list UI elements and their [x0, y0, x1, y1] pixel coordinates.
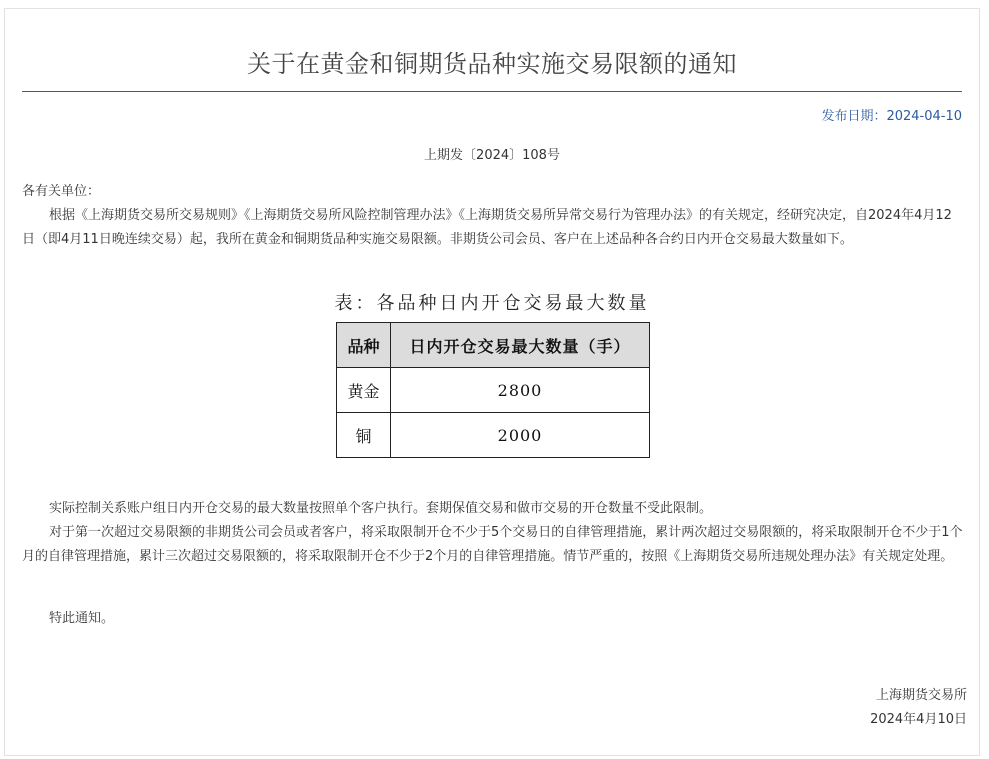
paragraph-regulation-basis: 根据《上海期货交易所交易规则》《上海期货交易所风险控制管理办法》《上海期货交易所异常交易行为管理办法》的有关规定，经研究决定，自2024年4月12日（即4月11日晚连续交易）起，我所在黄金和铜期货品种实施交易限额。非期货公司会员、客户在上述品种各合约日内开仓交易最大数量如下。	[22, 208, 952, 247]
paragraph-account-group: 实际控制关系账户组日内开仓交易的最大数量按照单个客户执行。套期保值交易和做市交易的开仓数量不受此限制。	[49, 501, 713, 516]
header-variety: 品种	[337, 323, 391, 368]
table-row	[337, 413, 650, 458]
variety-cell: 黄金	[337, 368, 391, 413]
salutation: 各有关单位：	[22, 184, 101, 199]
issuer-name: 上海期货交易所	[875, 688, 967, 703]
table-caption: 表：各品种日内开仓交易最大数量	[334, 293, 650, 314]
closing-statement: 特此通知。	[49, 611, 115, 626]
page-title: 关于在黄金和铜期货品种实施交易限额的通知	[247, 50, 737, 78]
table-row	[337, 368, 650, 413]
signature-date: 2024年4月10日	[870, 712, 967, 727]
table-header-row	[337, 323, 650, 368]
quantity-cell: 2800	[391, 368, 650, 413]
quantity-cell: 2000	[391, 413, 650, 458]
paragraph-penalties: 对于第一次超过交易限额的非期货公司会员或者客户，将采取限制开仓不少于5个交易日的自律管理措施，累计两次超过交易限额的，将采取限制开仓不少于1个月的自律管理措施，累计三次超过交易限额的，将采取限制开仓不少于2个月的自律管理措施。情节严重的，按照《上海期货交易所违规处理办法》有关规定处理。	[22, 525, 963, 564]
header-max-quantity: 日内开仓交易最大数量（手）	[391, 323, 650, 368]
publish-date: 发布日期：2024-04-10	[821, 109, 962, 124]
variety-cell: 铜	[337, 413, 391, 458]
limits-table	[336, 322, 650, 458]
title-divider	[22, 91, 962, 92]
document-number: 上期发〔2024〕108号	[424, 148, 560, 163]
